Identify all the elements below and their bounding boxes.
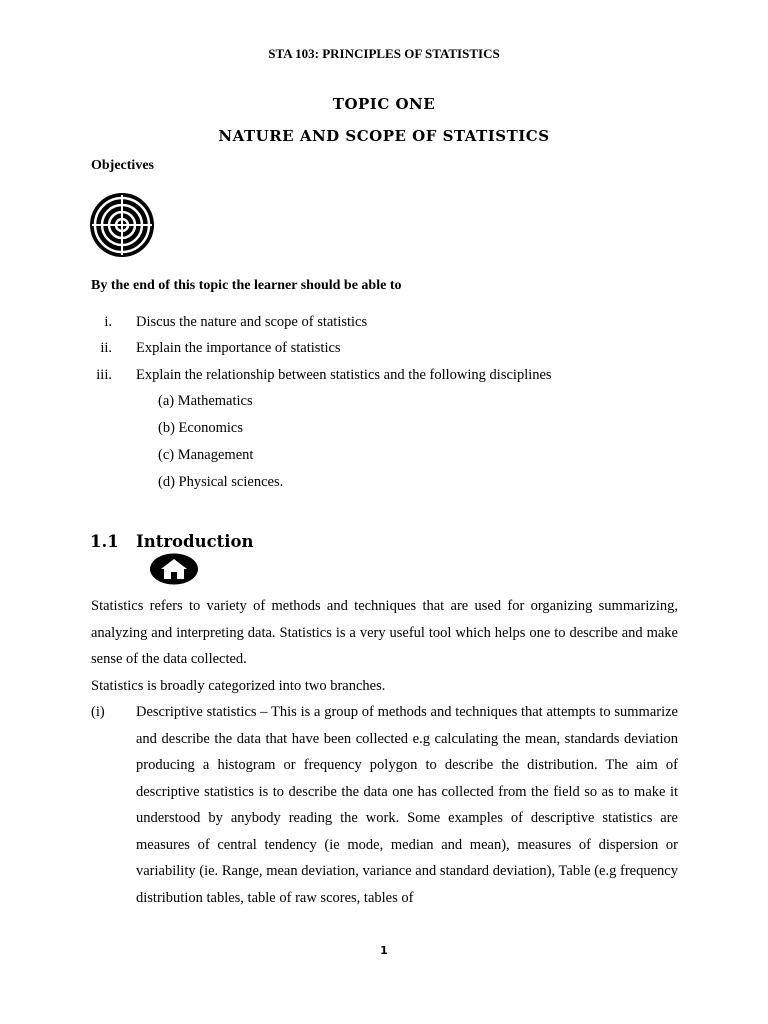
intro-paragraph: Statistics refers to variety of methods and techniques that are used for organizing summarizing, analyzing and interpreting data. Statistics is a very useful tool which helps one to describe and make sense of the data collected. — [91, 598, 678, 667]
home-icon — [149, 553, 199, 585]
section-title: Introduction — [136, 532, 254, 551]
target-icon — [89, 192, 155, 258]
branches-paragraph: Statistics is broadly categorized into two branches. — [91, 678, 386, 694]
list-item-text: Discus the nature and scope of statistics — [136, 314, 368, 330]
list-item-number: ii. — [100, 340, 112, 356]
list-item-number: (i) — [91, 704, 105, 720]
page-number: 1 — [380, 944, 388, 957]
topic-title: NATURE AND SCOPE OF STATISTICS — [218, 127, 550, 145]
discipline-item: (c) Management — [158, 447, 254, 463]
descriptive-statistics-text: Descriptive statistics – This is a group of methods and techniques that attempts to summarize and describe the data that have been collected e.g calculating the mean, standards deviation producing a histogram or frequency polygon to describe the distribution. The aim of descriptive statistics is to describe the data one has collected from the field so as to make it understood by anybody reading the work. Some examples of descriptive statistics are measures of central tendency (ie mode, median and mean), measures of dispersion or variability (ie. Range, mean deviation, variance and standard deviation), Table (e.g frequency distribution tables, table of raw scores, tables of — [136, 704, 678, 906]
list-item-number: i. — [104, 314, 112, 330]
discipline-item: (a) Mathematics — [158, 393, 253, 409]
discipline-item: (b) Economics — [158, 420, 243, 436]
list-item-text: Explain the importance of statistics — [136, 340, 341, 356]
topic-label: TOPIC ONE — [332, 95, 436, 113]
list-item-number: iii. — [96, 367, 112, 383]
objectives-intro: By the end of this topic the learner should be able to — [91, 278, 402, 293]
objectives-heading: Objectives — [91, 158, 154, 173]
section-number: 1.1 — [90, 532, 119, 551]
page-header: STA 103: PRINCIPLES OF STATISTICS — [268, 46, 500, 61]
discipline-item: (d) Physical sciences. — [158, 474, 284, 490]
list-item-text: Explain the relationship between statistics and the following disciplines — [136, 367, 552, 383]
